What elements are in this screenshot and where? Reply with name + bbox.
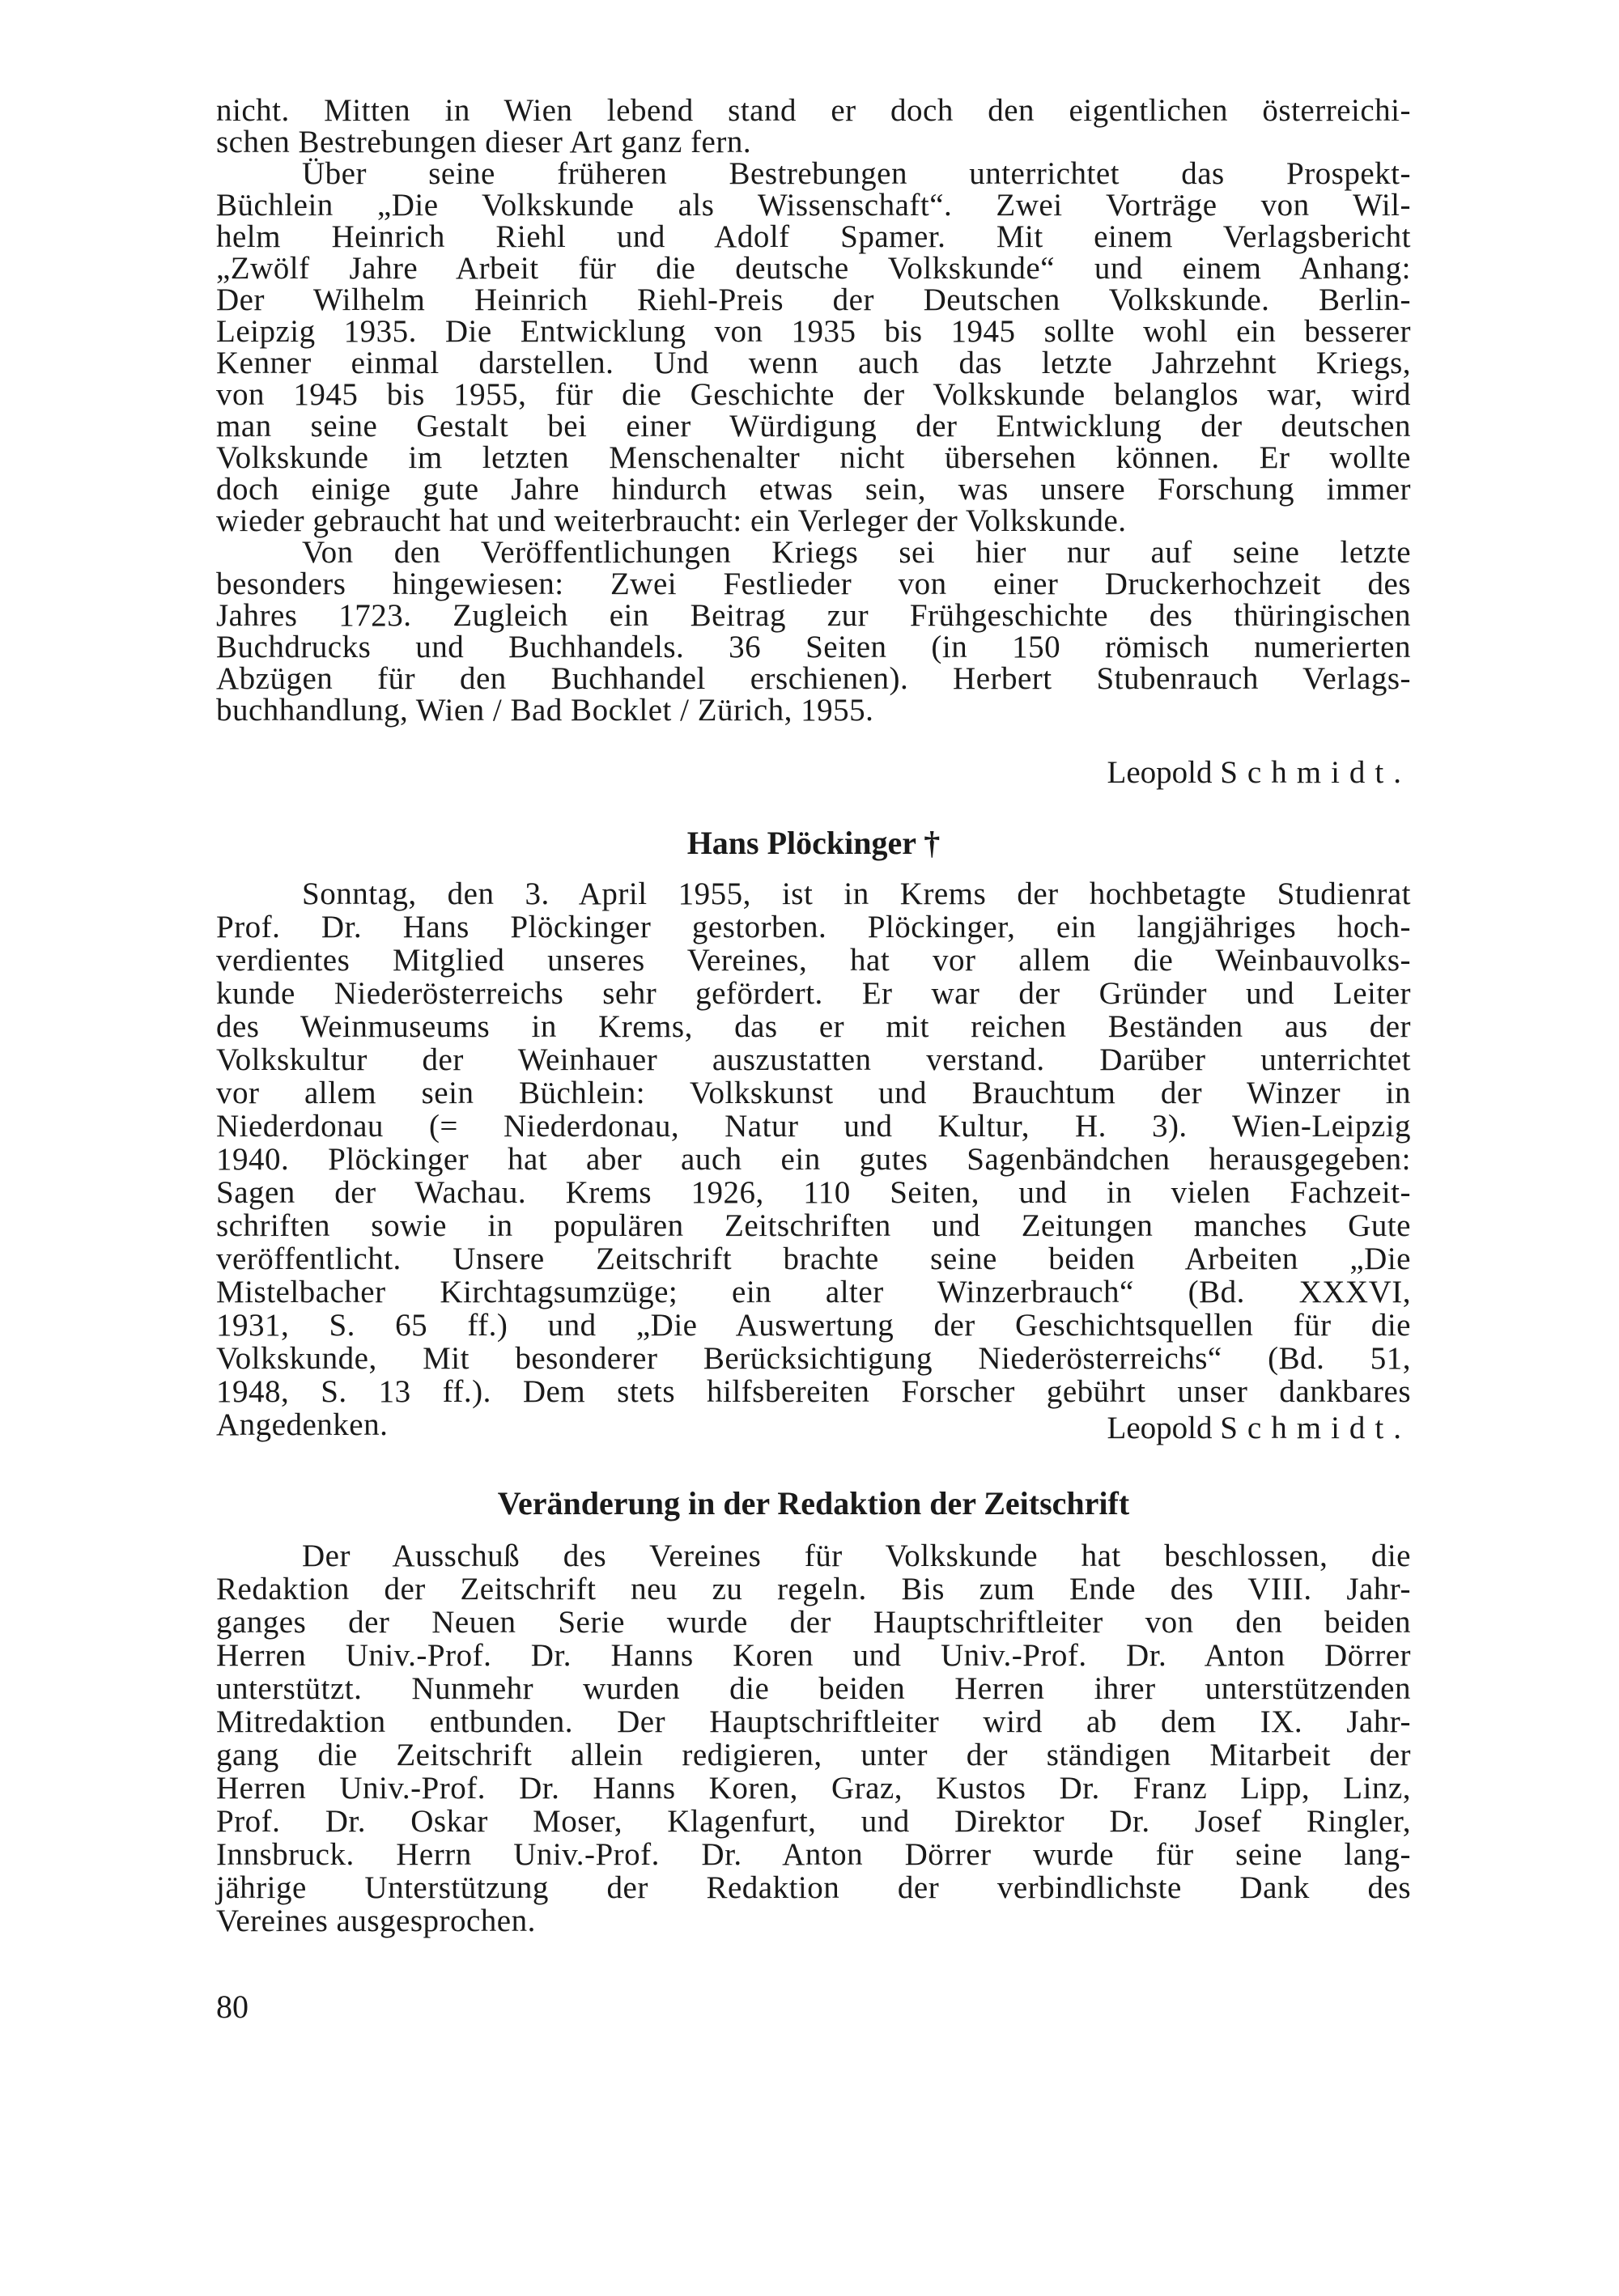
text-line: man seine Gestalt bei einer Würdigung der Entwicklung der deutschen bbox=[216, 409, 1411, 443]
text-line: Abzügen für den Buchhandel erschienen). Herbert Stubenrauch Verlags- bbox=[216, 661, 1411, 696]
signature-last-name: Schmidt. bbox=[1220, 755, 1411, 790]
text-line: nicht. Mitten in Wien lebend stand er doch den eigentlichen österreichi- bbox=[216, 93, 1411, 128]
text-line: helm Heinrich Riehl und Adolf Spamer. Mit einem Verlagsbericht bbox=[216, 219, 1411, 254]
text-line: Volkskultur der Weinhauer auszustatten verstand. Darüber unterrichtet bbox=[216, 1042, 1411, 1077]
text-line: buchhandlung, Wien / Bad Bocklet / Zürich, 1955. bbox=[216, 693, 874, 728]
text-line: Herren Univ.-Prof. Dr. Hanns Koren und Univ.-Prof. Dr. Anton Dörrer bbox=[216, 1638, 1411, 1673]
notice-redaktion bbox=[216, 1539, 1411, 1937]
text-line: Jahres 1723. Zugleich ein Beitrag zur Frühgeschichte des thüringischen bbox=[216, 598, 1411, 633]
text-line: Angedenken. bbox=[216, 1407, 389, 1442]
paragraph bbox=[216, 1539, 1411, 1937]
text-line: Von den Veröffentlichungen Kriegs sei hier nur auf seine letzte bbox=[302, 535, 1411, 570]
paragraph bbox=[216, 537, 1411, 726]
text-line: Prof. Dr. Hans Plöckinger gestorben. Plöckinger, ein langjähriges hoch- bbox=[216, 910, 1411, 944]
heading-redaktion: Veränderung in der Redaktion der Zeitschrift bbox=[497, 1485, 1130, 1521]
text-line: Prof. Dr. Oskar Moser, Klagenfurt, und Direktor Dr. Josef Ringler, bbox=[216, 1804, 1411, 1839]
text-line: Mitredaktion entbunden. Der Hauptschriftleiter wird ab dem IX. Jahr- bbox=[216, 1704, 1411, 1739]
signature-leopold-schmidt bbox=[1107, 754, 1411, 791]
text-line: 1940. Plöckinger hat aber auch ein gutes Sagenbändchen herausgegeben: bbox=[216, 1142, 1411, 1177]
text-line: ganges der Neuen Serie wurde der Hauptschriftleiter von den beiden bbox=[216, 1605, 1411, 1640]
text-line: Buchdrucks und Buchhandels. 36 Seiten (in 150 römisch numerierten bbox=[216, 630, 1411, 664]
text-line: schen Bestrebungen dieser Art ganz fern. bbox=[216, 125, 752, 159]
paragraph bbox=[216, 877, 1411, 1441]
text-line: Niederdonau (= Niederdonau, Natur und Kultur, H. 3). Wien-Leipzig bbox=[216, 1109, 1411, 1144]
text-line: verdientes Mitglied unseres Vereines, hat vor allem die Weinbauvolks- bbox=[216, 943, 1411, 978]
paragraph bbox=[216, 95, 1411, 158]
text-line: Innsbruck. Herrn Univ.-Prof. Dr. Anton Dörrer wurde für seine lang- bbox=[216, 1837, 1411, 1872]
text-line: 1948, S. 13 ff.). Dem stets hilfsbereiten Forscher gebührt unser dankbares bbox=[216, 1374, 1411, 1409]
text-line: Der Ausschuß des Vereines für Volkskunde hat beschlossen, die bbox=[302, 1538, 1411, 1573]
heading-hans-ploeckinger: Hans Plöckinger † bbox=[686, 825, 941, 861]
text-line: Über seine früheren Bestrebungen unterrichtet das Prospekt- bbox=[302, 156, 1411, 191]
text-line: Redaktion der Zeitschrift neu zu regeln. Bis zum Ende des VIII. Jahr- bbox=[216, 1572, 1411, 1606]
text-line: Kenner einmal darstellen. Und wenn auch das letzte Jahrzehnt Kriegs, bbox=[216, 346, 1411, 380]
signature-leopold-schmidt-2 bbox=[1107, 1410, 1411, 1446]
text-line: unterstützt. Nunmehr wurden die beiden Herren ihrer unterstützenden bbox=[216, 1671, 1411, 1706]
text-line: Volkskunde, Mit besonderer Berücksichtigung Niederösterreichs“ (Bd. 51, bbox=[216, 1341, 1411, 1376]
text-line: veröffentlicht. Unsere Zeitschrift brachte seine beiden Arbeiten „Die bbox=[216, 1241, 1411, 1276]
text-line: Sagen der Wachau. Krems 1926, 110 Seiten, und in vielen Fachzeit- bbox=[216, 1175, 1411, 1210]
obituary-continuation bbox=[216, 95, 1411, 726]
text-line: Vereines ausgesprochen. bbox=[216, 1903, 536, 1938]
obituary-hans-ploeckinger bbox=[216, 877, 1411, 1441]
text-line: Leipzig 1935. Die Entwicklung von 1935 bis 1945 sollte wohl ein besserer bbox=[216, 314, 1411, 349]
text-line: Herren Univ.-Prof. Dr. Hanns Koren, Graz, Kustos Dr. Franz Lipp, Linz, bbox=[216, 1771, 1411, 1806]
paragraph bbox=[216, 158, 1411, 537]
text-line: vor allem sein Büchlein: Volkskunst und Brauchtum der Winzer in bbox=[216, 1076, 1411, 1110]
text-line: wieder gebraucht hat und weiterbraucht: ein Verleger der Volkskunde. bbox=[216, 503, 1127, 538]
text-line: 1931, S. 65 ff.) und „Die Auswertung der Geschichtsquellen für die bbox=[216, 1308, 1411, 1343]
text-line: kunde Niederösterreichs sehr gefördert. Er war der Gründer und Leiter bbox=[216, 976, 1411, 1011]
text-line: Sonntag, den 3. April 1955, ist in Krems der hochbetagte Studienrat bbox=[302, 876, 1411, 911]
text-line: Der Wilhelm Heinrich Riehl-Preis der Deutschen Volkskunde. Berlin- bbox=[216, 282, 1411, 317]
text-line: von 1945 bis 1955, für die Geschichte der Volkskunde belanglos war, wird bbox=[216, 377, 1411, 412]
text-line: Mistelbacher Kirchtagsumzüge; ein alter Winzerbrauch“ (Bd. XXXVI, bbox=[216, 1275, 1411, 1309]
signature-last-name: Schmidt. bbox=[1220, 1411, 1411, 1445]
text-line: gang die Zeitschrift allein redigieren, unter der ständigen Mitarbeit der bbox=[216, 1738, 1411, 1772]
text-line: jährige Unterstützung der Redaktion der verbindlichste Dank des bbox=[216, 1870, 1411, 1905]
signature-first-name: Leopold bbox=[1107, 755, 1213, 790]
page-number: 80 bbox=[216, 1988, 249, 2025]
text-line: doch einige gute Jahre hindurch etwas sein, was unsere Forschung immer bbox=[216, 472, 1411, 507]
text-line: Volkskunde im letzten Menschenalter nicht übersehen können. Er wollte bbox=[216, 440, 1411, 475]
text-line: „Zwölf Jahre Arbeit für die deutsche Volkskunde“ und einem Anhang: bbox=[216, 251, 1411, 286]
text-line: besonders hingewiesen: Zwei Festlieder von einer Druckerhochzeit des bbox=[216, 567, 1411, 601]
signature-first-name: Leopold bbox=[1107, 1411, 1213, 1445]
text-line: Büchlein „Die Volkskunde als Wissenschaft“. Zwei Vorträge von Wil- bbox=[216, 188, 1411, 223]
text-line: des Weinmuseums in Krems, das er mit reichen Beständen aus der bbox=[216, 1009, 1411, 1044]
text-line: schriften sowie in populären Zeitschriften und Zeitungen manches Gute bbox=[216, 1208, 1411, 1243]
